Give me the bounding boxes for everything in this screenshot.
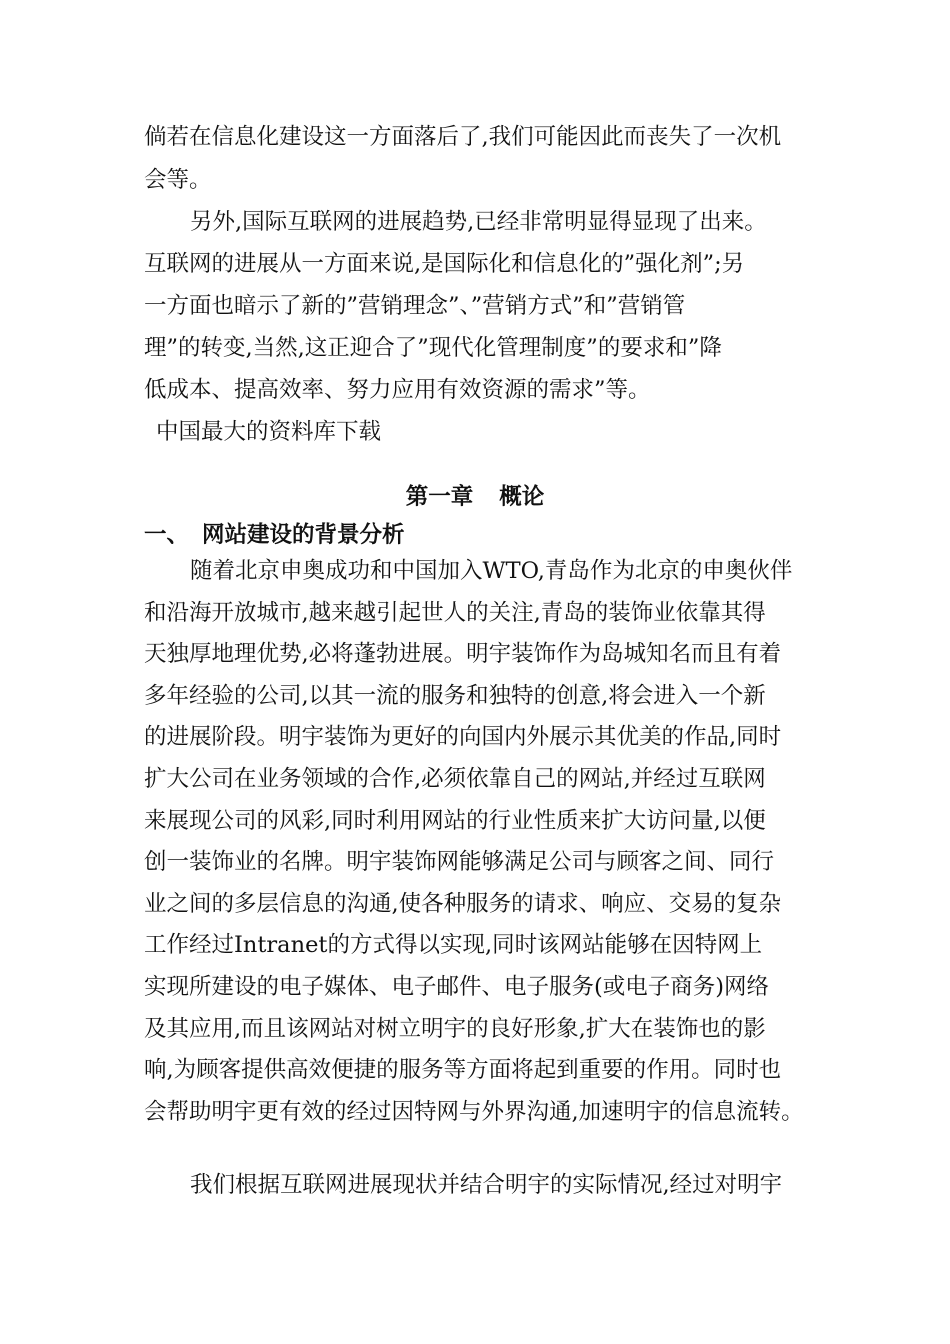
- paragraph-line: 会等。: [144, 167, 212, 193]
- paragraph-line: 及其应用,而且该网站对树立明宇的良好形象,扩大在装饰也的影: [144, 1016, 766, 1042]
- paragraph-line: 低成本、提高效率、努力应用有效资源的需求”等。: [144, 377, 651, 403]
- paragraph-line: 另外,国际互联网的进展趋势,已经非常明显得显现了出来。: [190, 209, 767, 235]
- paragraph-line: 互联网的进展从一方面来说,是国际化和信息化的”强化剂”;另: [144, 251, 745, 277]
- paragraph-line: 一方面也暗示了新的”营销理念”、”营销方式”和”营销管: [144, 293, 686, 319]
- paragraph-line: 我们根据互联网进展现状并结合明宇的实际情况,经过对明宇: [190, 1172, 783, 1198]
- section-heading: [144, 517, 405, 549]
- chapter-number: 第一章: [405, 484, 474, 510]
- paragraph-line: 实现所建设的电子媒体、电子邮件、电子服务(或电子商务)网络: [144, 974, 770, 1000]
- paragraph-line: 理”的转变,当然,这正迎合了”现代化管理制度”的要求和”降: [144, 335, 722, 361]
- paragraph-line: 随着北京申奥成功和中国加入WTO,青岛作为北京的申奥伙伴: [190, 558, 793, 584]
- paragraph-line: 会帮助明宇更有效的经过因特网与外界沟通,加速明宇的信息流转。: [144, 1099, 804, 1125]
- paragraph-line: 业之间的多层信息的沟通,使各种服务的请求、响应、交易的复杂: [144, 891, 782, 917]
- paragraph-line: 来展现公司的风彩,同时利用网站的行业性质来扩大访问量,以便: [144, 808, 766, 834]
- paragraph-line: 响,为顾客提供高效便捷的服务等方面将起到重要的作用。同时也: [144, 1057, 782, 1083]
- chapter-title: 概论: [499, 484, 545, 510]
- chapter-heading: [0, 479, 950, 511]
- paragraph-line: 扩大公司在业务领域的合作,必须依靠自己的网站,并经过互联网: [144, 766, 766, 792]
- paragraph-line: 倘若在信息化建设这一方面落后了,我们可能因此而丧失了一次机: [144, 124, 782, 150]
- paragraph-line: 工作经过Intranet的方式得以实现,同时该网站能够在因特网上: [144, 932, 763, 958]
- paragraph-line: 创一装饰业的名牌。明宇装饰网能够满足公司与顾客之间、同行: [144, 849, 775, 875]
- download-note: 中国最大的资料库下载: [156, 419, 382, 445]
- paragraph-line: 和沿海开放城市,越来越引起世人的关注,青岛的装饰业依靠其得: [144, 600, 766, 626]
- paragraph-line: 天独厚地理优势,必将蓬勃进展。明宇装饰作为岛城知名而且有着: [144, 641, 782, 667]
- section-title: 网站建设的背景分析: [202, 522, 405, 548]
- section-number: 一、: [144, 522, 190, 548]
- paragraph-line: 多年经验的公司,以其一流的服务和独特的创意,将会进入一个新: [144, 683, 766, 709]
- paragraph-line: 的进展阶段。明宇装饰为更好的向国内外展示其优美的作品,同时: [144, 724, 782, 750]
